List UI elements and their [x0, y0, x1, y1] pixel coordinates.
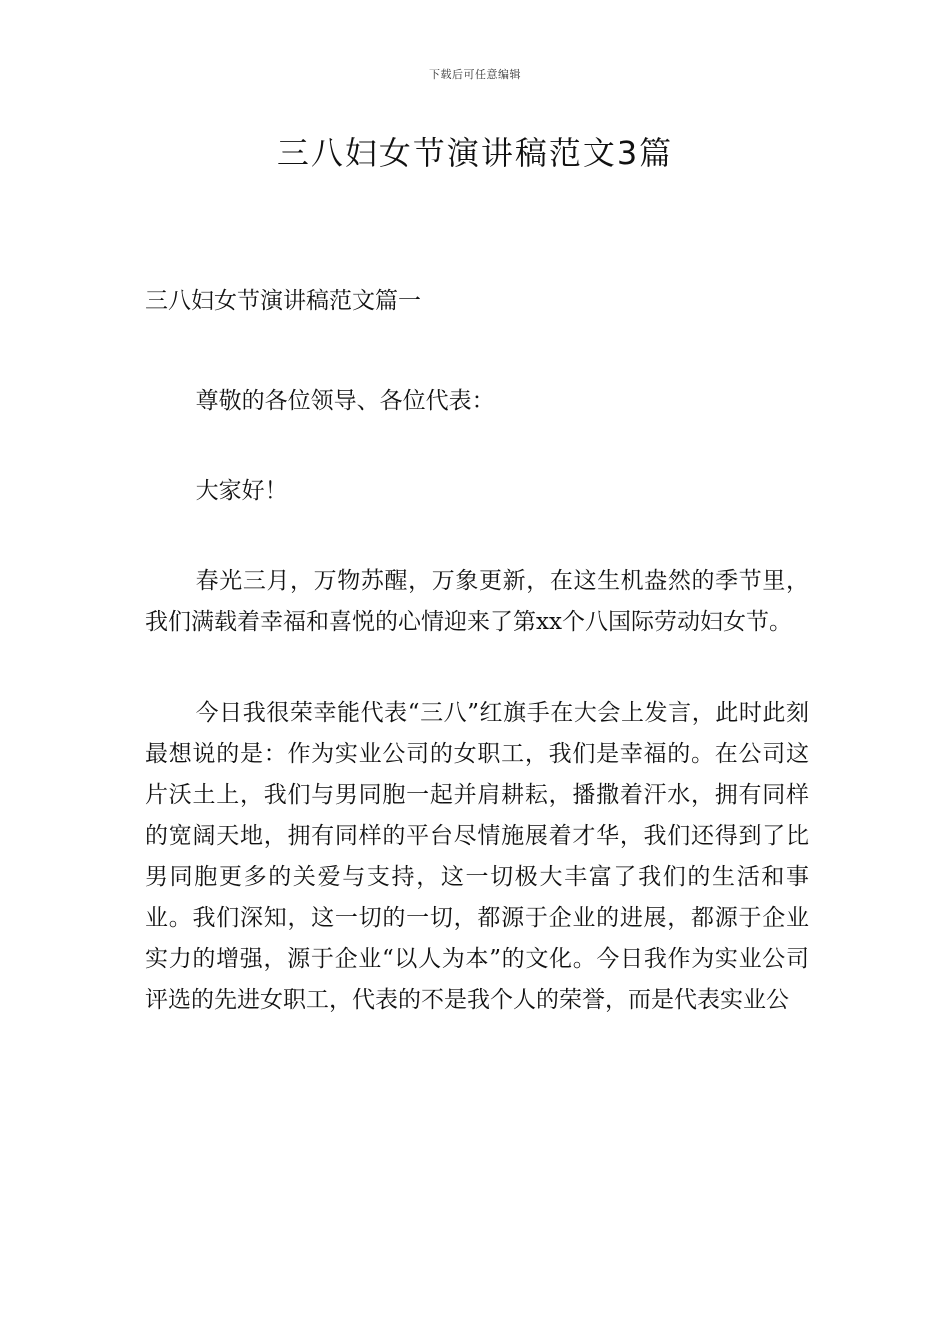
- body-paragraph: 今日我很荣幸能代表“三八”红旗手在大会上发言，此时此刻最想说的是：作为实业公司的女职工，我们是幸福的。在公司这片沃土上，我们与男同胞一起并肩耕耘，播撒着汗水，拥有同样的宽阔天地，拥有同样的平台尽情施展着才华，我们还得到了比男同胞更多的关爱与支持，这一切极大丰富了我们的生活和事业。我们深知，这一切的一切，都源于企业的进展，都源于企业实力的增强，源于企业“以人为本”的文化。今日我作为实业公司评选的先进女职工，代表的不是我个人的荣誉，而是代表实业公: [145, 700, 809, 1013]
- document-title: 三八妇女节演讲稿范文3篇: [276, 134, 674, 172]
- section-heading: 三八妇女节演讲稿范文篇一: [145, 288, 421, 314]
- greeting-paragraph: 大家好！: [195, 478, 288, 504]
- salutation-paragraph: 尊敬的各位领导、各位代表：: [195, 388, 495, 414]
- body-paragraph: 春光三月，万物苏醒，万象更新，在这生机盎然的季节里，我们满载着幸福和喜悦的心情迎来了第xx个八国际劳动妇女节。: [145, 568, 809, 635]
- header-note: 下载后可任意编辑: [429, 68, 521, 81]
- document-body: [145, 281, 809, 1021]
